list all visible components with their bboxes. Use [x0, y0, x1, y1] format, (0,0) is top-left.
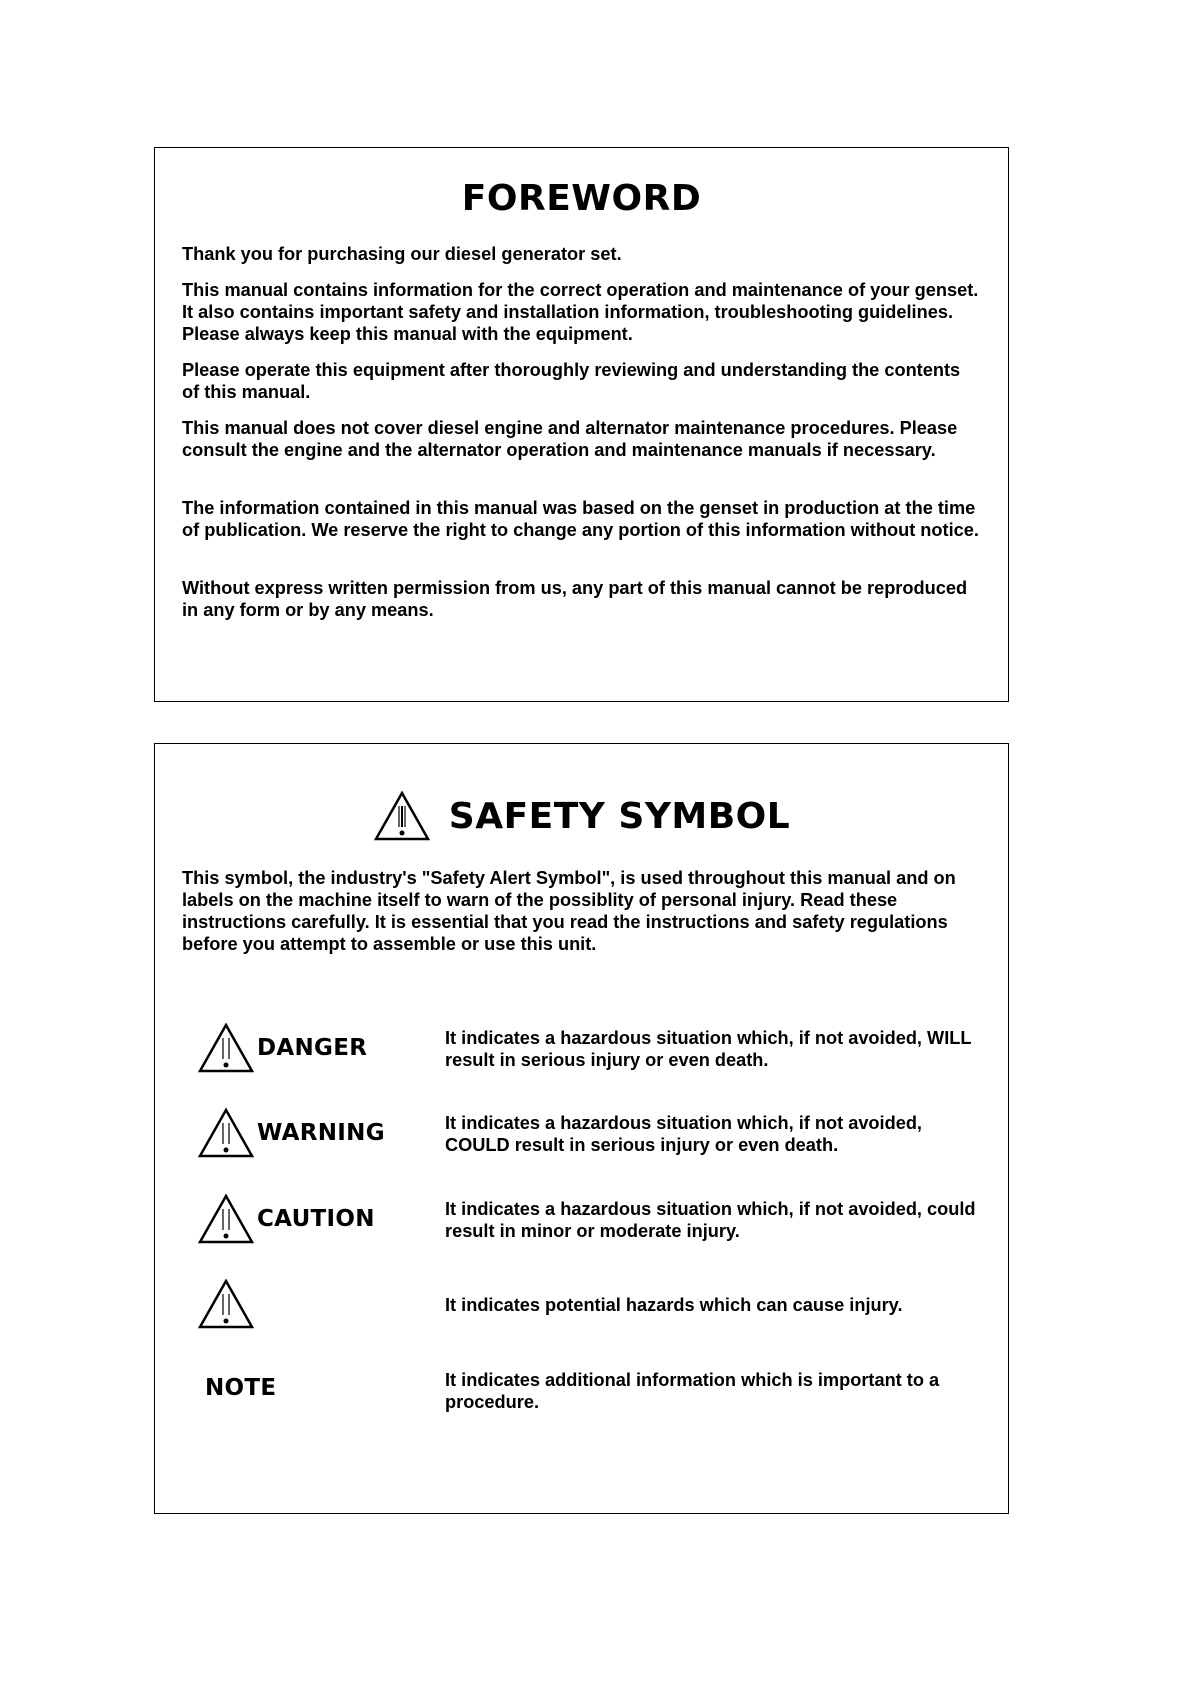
danger-description: It indicates a hazardous situation which, if not avoided, WILL result in serious injury or even death.	[445, 1028, 972, 1070]
safety-title: SAFETY SYMBOL	[448, 795, 791, 837]
foreword-paragraph-1: Thank you for purchasing our diesel generator set.	[182, 244, 622, 264]
foreword-paragraph-2: This manual contains information for the correct operation and maintenance of your genset. It also contains important safety and installation information, troubleshooting guidelines. Please always keep this manual with the equipment.	[182, 280, 979, 344]
hazard-symbol	[197, 1278, 255, 1330]
danger-symbol	[197, 1022, 367, 1074]
warning-triangle-icon	[197, 1278, 255, 1330]
caution-symbol	[197, 1193, 375, 1245]
note-symbol	[203, 1375, 276, 1401]
note-label: NOTE	[205, 1375, 277, 1401]
danger-label: DANGER	[257, 1035, 368, 1061]
note-description: It indicates additional information which is important to a procedure.	[445, 1370, 940, 1412]
warning-label: WARNING	[257, 1120, 385, 1146]
hazard-description: It indicates potential hazards which can cause injury.	[445, 1295, 903, 1315]
foreword-paragraph-5: The information contained in this manual was based on the genset in production at the time of publication. We reserve the right to change any portion of this information without notice.	[182, 498, 979, 540]
foreword-paragraph-4: This manual does not cover diesel engine and alternator maintenance procedures. Please consult the engine and the alternator operation and maintenance manuals if necessary.	[182, 418, 958, 460]
foreword-section	[154, 147, 1009, 702]
foreword-paragraph-3: Please operate this equipment after thoroughly reviewing and understanding the contents of this manual.	[182, 360, 961, 402]
safety-header	[155, 790, 1008, 842]
caution-description: It indicates a hazardous situation which, if not avoided, could result in minor or moderate injury.	[445, 1199, 976, 1241]
safety-symbol-section	[154, 743, 1009, 1514]
safety-intro: This symbol, the industry's "Safety Alert Symbol", is used throughout this manual and on labels on the machine itself to warn of the possiblity of personal injury. Read these instructions carefully. It is essential that you read the instructions and safety regulations before you attempt to assemble or use this unit.	[182, 868, 956, 954]
caution-label: CAUTION	[257, 1206, 375, 1232]
warning-triangle-icon	[197, 1107, 255, 1159]
warning-symbol	[197, 1107, 385, 1159]
warning-triangle-icon	[197, 1022, 255, 1074]
foreword-paragraph-6: Without express written permission from us, any part of this manual cannot be reproduced in any form or by any means.	[182, 578, 968, 620]
warning-description: It indicates a hazardous situation which, if not avoided, COULD result in serious injury or even death.	[445, 1113, 922, 1155]
warning-triangle-icon	[197, 1193, 255, 1245]
safety-alert-icon	[373, 790, 431, 842]
foreword-title: FOREWORD	[461, 178, 702, 219]
